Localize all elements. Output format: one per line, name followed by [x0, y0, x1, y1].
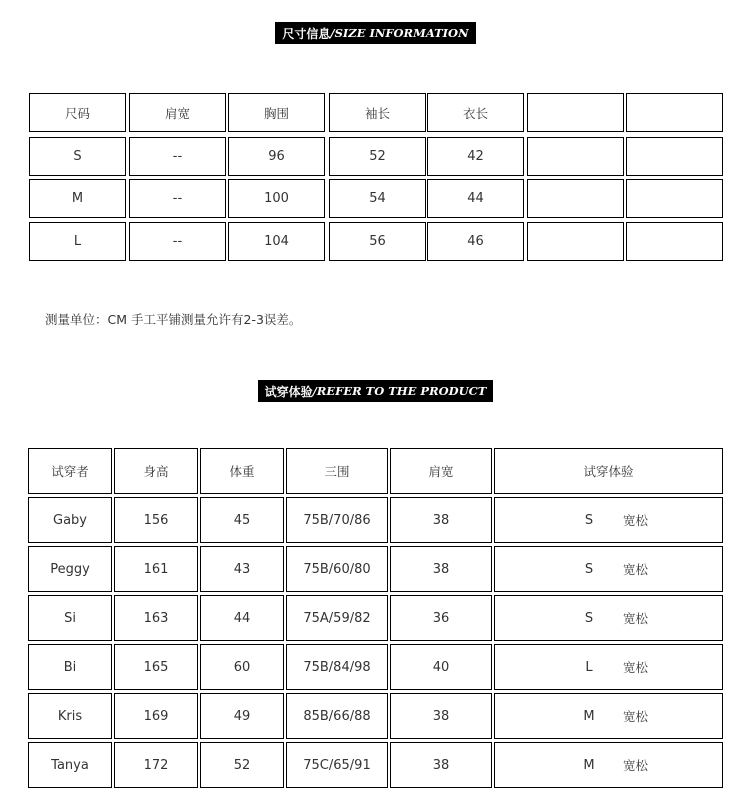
tryon-header-2: 体重	[200, 448, 284, 494]
tryon-cell-name: Kris	[28, 693, 112, 739]
tryon-fit: 宽松	[623, 758, 649, 773]
tryon-cell-height: 172	[114, 742, 198, 788]
tryon-size: S	[584, 561, 594, 577]
tryon-cell-experience	[494, 546, 723, 592]
tryon-cell-weight: 44	[200, 595, 284, 641]
tryon-cell-weight: 52	[200, 742, 284, 788]
tryon-cell-experience	[494, 693, 723, 739]
tryon-cell-height: 156	[114, 497, 198, 543]
tryon-size: L	[585, 659, 593, 675]
tryon-header-0: 试穿者	[28, 448, 112, 494]
tryon-cell-measurements: 75B/70/86	[286, 497, 388, 543]
tryon-cell-name: Si	[28, 595, 112, 641]
tryon-cell-height: 163	[114, 595, 198, 641]
tryon-cell-weight: 45	[200, 497, 284, 543]
size-header-extra2	[626, 93, 723, 132]
size-cell-extra1	[527, 137, 624, 176]
tryon-cell-shoulder: 40	[390, 644, 492, 690]
tryon-cell-shoulder: 38	[390, 742, 492, 788]
tryon-cell-shoulder: 36	[390, 595, 492, 641]
size-cell-extra2	[626, 137, 723, 176]
size-cell-chest: 104	[228, 222, 325, 261]
tryon-title-cn: 试穿体验	[264, 384, 313, 399]
tryon-fit: 宽松	[623, 709, 649, 724]
size-header-chest: 胸围	[228, 93, 325, 132]
size-cell-shoulder: --	[129, 222, 226, 261]
tryon-size: M	[583, 757, 595, 773]
tryon-cell-weight: 43	[200, 546, 284, 592]
tryon-cell-shoulder: 38	[390, 546, 492, 592]
size-cell-shoulder: --	[129, 137, 226, 176]
tryon-cell-name: Peggy	[28, 546, 112, 592]
size-cell-sleeve: 54	[329, 179, 426, 218]
tryon-cell-experience	[494, 595, 723, 641]
tryon-cell-experience	[494, 497, 723, 543]
size-info-banner	[275, 22, 476, 44]
tryon-size: S	[584, 512, 594, 528]
tryon-cell-experience	[494, 644, 723, 690]
size-cell-size: M	[29, 179, 126, 218]
tryon-cell-measurements: 75C/65/91	[286, 742, 388, 788]
tryon-cell-measurements: 75A/59/82	[286, 595, 388, 641]
size-header-extra1	[527, 93, 624, 132]
tryon-banner	[258, 380, 493, 402]
tryon-fit: 宽松	[623, 513, 649, 528]
tryon-fit: 宽松	[623, 660, 649, 675]
size-header-size: 尺码	[29, 93, 126, 132]
size-cell-length: 46	[427, 222, 524, 261]
tryon-cell-experience	[494, 742, 723, 788]
size-cell-length: 44	[427, 179, 524, 218]
tryon-cell-height: 161	[114, 546, 198, 592]
size-cell-sleeve: 52	[329, 137, 426, 176]
size-cell-chest: 96	[228, 137, 325, 176]
tryon-header-4: 肩宽	[390, 448, 492, 494]
tryon-cell-weight: 49	[200, 693, 284, 739]
size-info-title-cn: 尺寸信息	[282, 26, 331, 41]
size-cell-extra1	[527, 222, 624, 261]
tryon-fit: 宽松	[623, 562, 649, 577]
size-cell-sleeve: 56	[329, 222, 426, 261]
tryon-cell-weight: 60	[200, 644, 284, 690]
tryon-cell-measurements: 75B/84/98	[286, 644, 388, 690]
tryon-cell-measurements: 85B/66/88	[286, 693, 388, 739]
size-header-shoulder: 肩宽	[129, 93, 226, 132]
size-header-length: 衣长	[427, 93, 524, 132]
tryon-cell-height: 169	[114, 693, 198, 739]
tryon-cell-height: 165	[114, 644, 198, 690]
size-cell-size: S	[29, 137, 126, 176]
tryon-title-en: /REFER TO THE PRODUCT	[312, 384, 487, 398]
size-cell-shoulder: --	[129, 179, 226, 218]
tryon-header-5: 试穿体验	[494, 448, 723, 494]
size-cell-extra2	[626, 179, 723, 218]
tryon-cell-name: Tanya	[28, 742, 112, 788]
tryon-size: M	[583, 708, 595, 724]
tryon-cell-name: Gaby	[28, 497, 112, 543]
size-cell-length: 42	[427, 137, 524, 176]
tryon-header-3: 三围	[286, 448, 388, 494]
tryon-cell-name: Bi	[28, 644, 112, 690]
tryon-header-1: 身高	[114, 448, 198, 494]
tryon-cell-measurements: 75B/60/80	[286, 546, 388, 592]
size-cell-chest: 100	[228, 179, 325, 218]
tryon-fit: 宽松	[623, 611, 649, 626]
size-cell-extra1	[527, 179, 624, 218]
tryon-cell-shoulder: 38	[390, 497, 492, 543]
size-cell-size: L	[29, 222, 126, 261]
size-header-sleeve: 袖长	[329, 93, 426, 132]
tryon-size: S	[584, 610, 594, 626]
measurement-note: 测量单位：CM 手工平铺测量允许有2-3误差。	[45, 312, 302, 327]
size-info-title-en: /SIZE INFORMATION	[330, 26, 469, 40]
size-cell-extra2	[626, 222, 723, 261]
tryon-cell-shoulder: 38	[390, 693, 492, 739]
